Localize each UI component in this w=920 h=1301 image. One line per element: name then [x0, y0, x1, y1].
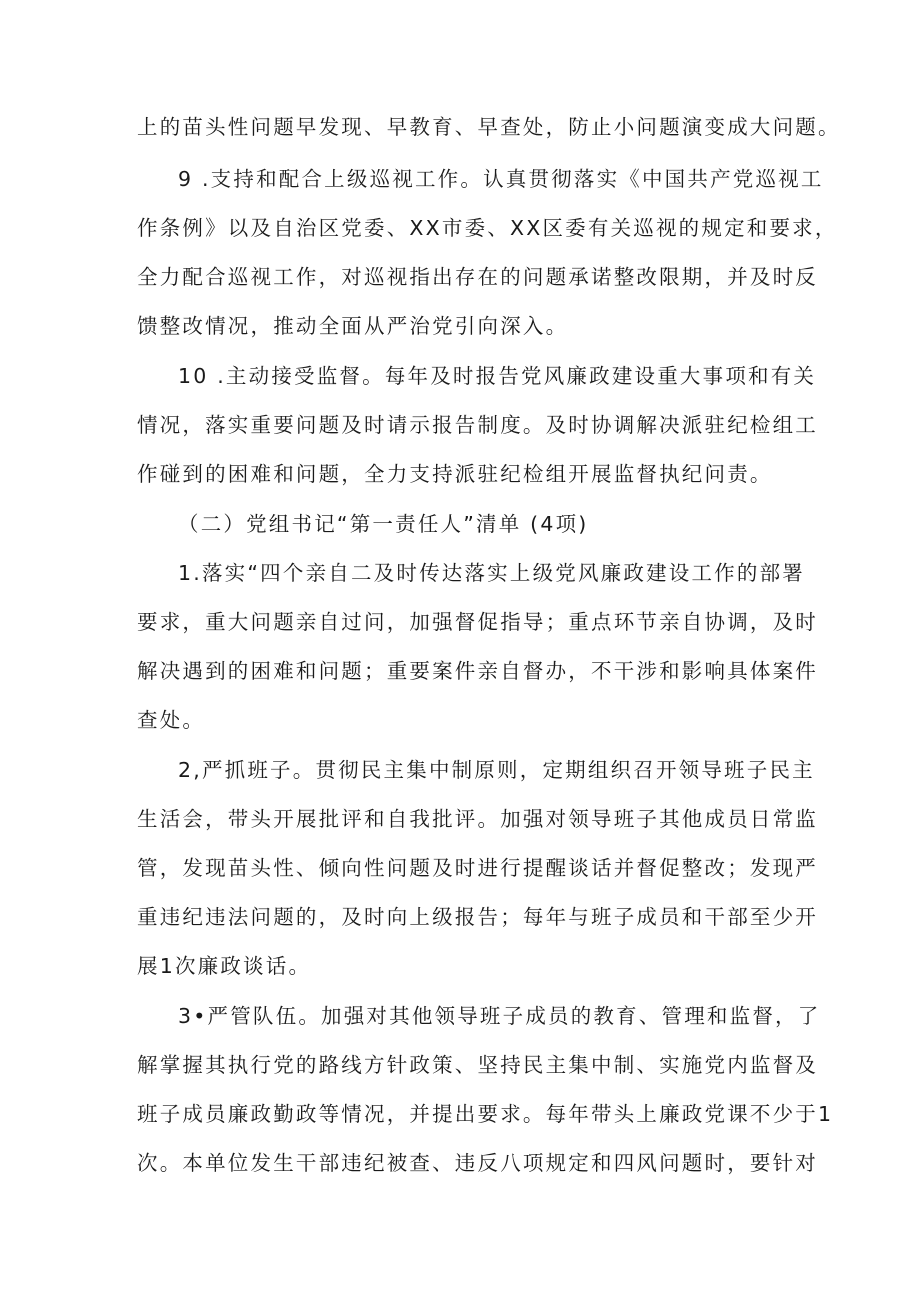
text-line: 解决遇到的困难和问题；重要案件亲自督办，不干涉和影响具体案件: [137, 659, 818, 683]
text-line: 10 .主动接受监督。每年及时报告党风廉政建设重大事项和有关: [178, 364, 817, 388]
text-line: 上的苗头性问题早发现、早教育、早查处，防止小问题演变成大问题。: [137, 115, 841, 139]
text-line: 重违纪违法问题的，及时向上级报告；每年与班子成员和干部至少开: [137, 905, 818, 929]
text-line: 情况，落实重要问题及时请示报告制度。及时协调解决派驻纪检组工: [137, 413, 818, 437]
text-line: 查处。: [137, 708, 206, 732]
section-heading: （二）党组书记“第一责任人”清单 (4项): [178, 512, 589, 536]
text-line: 次。本单位发生干部违纪被查、违反八项规定和四风问题时，要针对: [137, 1151, 818, 1175]
text-line: 9 .支持和配合上级巡视工作。认真贯彻落实《中国共产党巡视工: [178, 167, 824, 191]
text-line: 班子成员廉政勤政等情况，并提出要求。每年带头上廉政党课不少于1: [137, 1102, 834, 1126]
text-line: 展1次廉政谈话。: [137, 954, 312, 978]
text-line: 2,严抓班子。贯彻民主集中制原则，定期组织召开领导班子民主: [178, 758, 815, 782]
text-line: 要求，重大问题亲自过问，加强督促指导；重点环节亲自协调，及时: [137, 610, 818, 634]
text-line: 解掌握其执行党的路线方针政策、坚持民主集中制、实施党内监督及: [137, 1053, 818, 1077]
text-line: 1.落实“四个亲自二及时传达落实上级党风廉政建设工作的部署: [178, 561, 805, 585]
text-line: 生活会，带头开展批评和自我批评。加强对领导班子其他成员日常监: [137, 807, 818, 831]
text-line: 馈整改情况，推动全面从严治党引向深入。: [137, 314, 569, 338]
text-line: 作碰到的困难和问题，全力支持派驻纪检组开展监督执纪问责。: [137, 462, 773, 486]
text-line: 管，发现苗头性、倾向性问题及时进行提醒谈话并督促整改；发现严: [137, 856, 818, 880]
text-line: 作条例》以及自治区党委、XX市委、XX区委有关巡视的规定和要求，: [137, 216, 838, 240]
text-line: 全力配合巡视工作，对巡视指出存在的问题承诺整改限期，并及时反: [137, 265, 818, 289]
text-line: 3•严管队伍。加强对其他领导班子成员的教育、管理和监督，了: [178, 1004, 821, 1028]
